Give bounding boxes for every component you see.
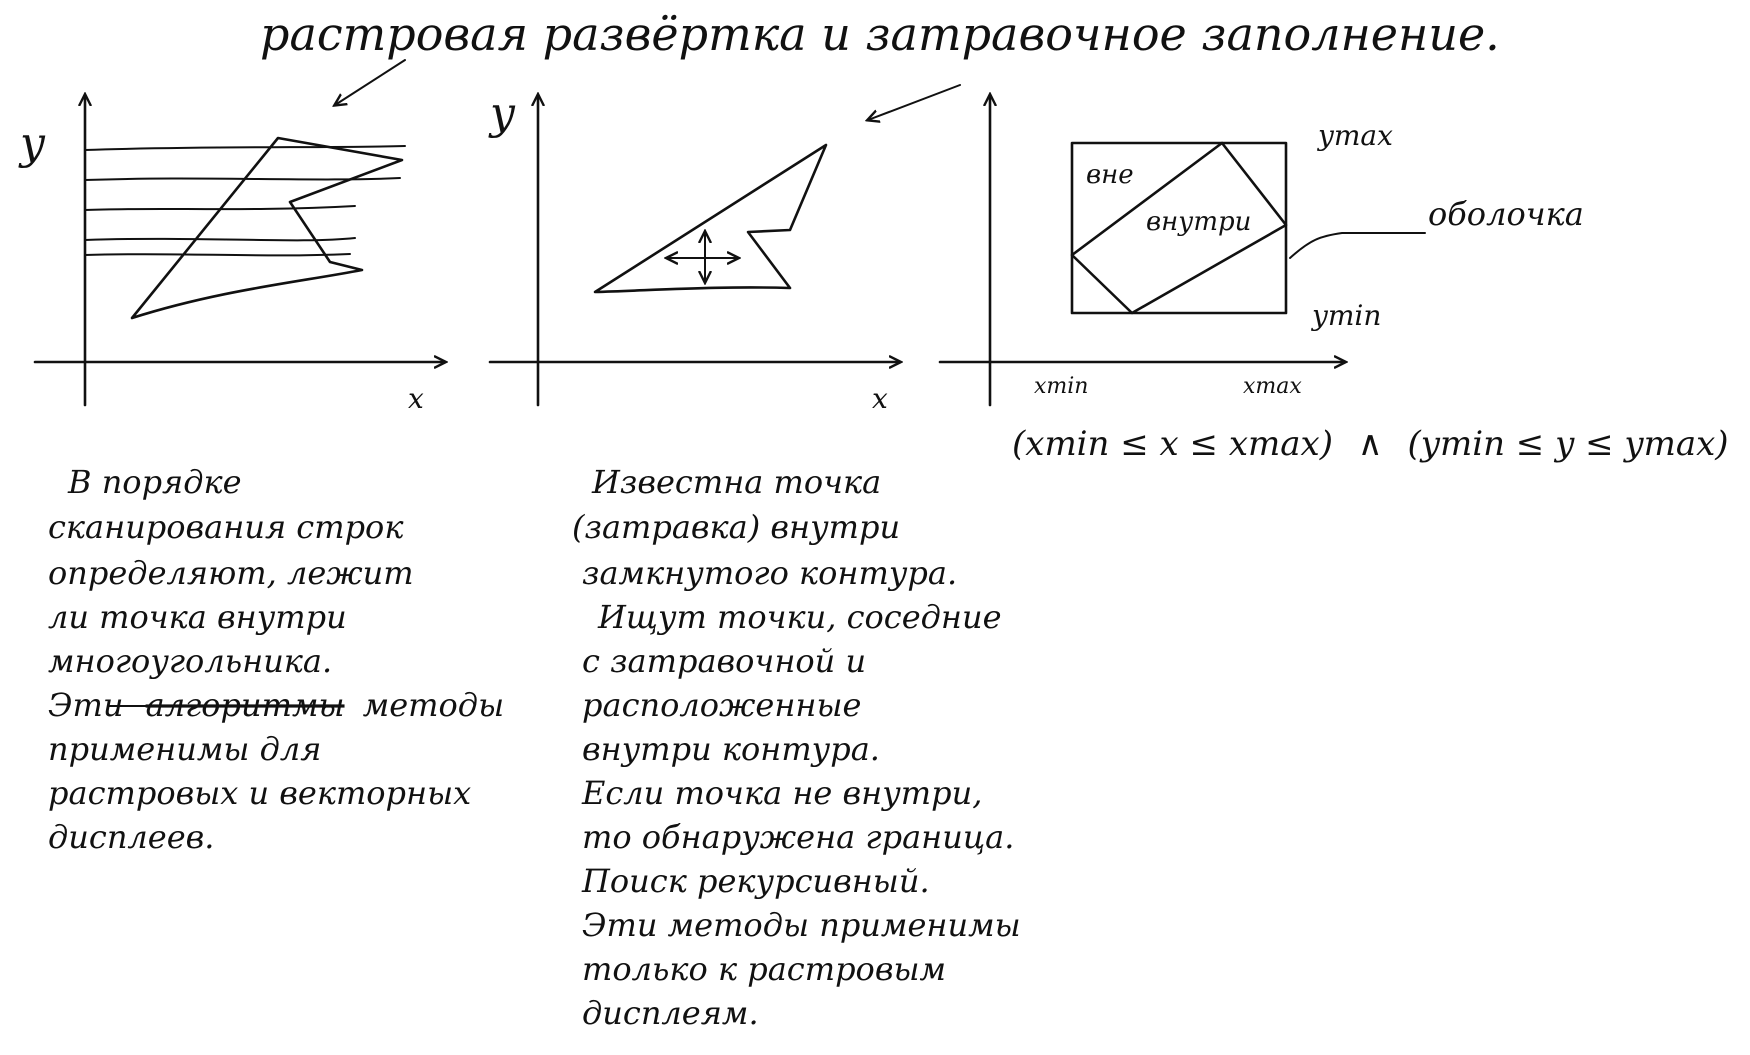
panel-bounding-box — [940, 95, 1729, 464]
panel2-x-label: x — [872, 382, 888, 415]
panel2-y-label: y — [490, 88, 515, 139]
note-mid-line-6: расположенные — [582, 686, 862, 724]
note-left-line-5: многоугольника. — [48, 642, 333, 680]
panel-scanline — [18, 95, 445, 415]
page-title: растровая развёртка и затравочное заполнение. — [260, 7, 1500, 61]
label-ymin: ymin — [1312, 299, 1382, 332]
note-left-line-7: применимы для — [48, 730, 322, 768]
panel1-polygon — [132, 138, 402, 318]
label-xmax: xmax — [1243, 374, 1302, 399]
note-mid-line-4: Ищут точки, соседние — [598, 598, 1002, 636]
note-left-line-4: ли точка внутри — [48, 598, 347, 636]
note-left-line-9: дисплеев. — [48, 818, 215, 856]
panel-seed-fill — [488, 88, 900, 415]
label-xmin: xmin — [1034, 374, 1089, 399]
envelope-pointer-line — [1290, 233, 1425, 258]
bbox-formula — [1012, 424, 1729, 464]
note-left-methods: методы — [362, 686, 505, 724]
note-mid-line-7: внутри контура. — [582, 730, 880, 768]
panel1-y-label: y — [20, 118, 45, 169]
note-left-eti: Эти — [48, 686, 124, 724]
note-mid-line-5: с затравочной и — [582, 642, 867, 680]
formula-and: ∧ — [1357, 424, 1383, 464]
note-left-line-3: определяют, лежит — [48, 554, 414, 592]
note-mid-line-3: замкнутого контура. — [582, 554, 958, 592]
note-left-crossed-word: алгоритмы — [145, 686, 345, 724]
title-pointer-arrow-1 — [335, 60, 405, 105]
panel1-scan-lines — [85, 146, 405, 255]
title-pointer-arrow-2 — [868, 85, 960, 120]
note-mid-line-11: Эти методы применимы — [582, 906, 1021, 944]
note-mid-line-2: (затравка) внутри — [572, 508, 901, 546]
label-outside: вне — [1086, 160, 1134, 190]
note-mid-line-13: дисплеям. — [582, 994, 759, 1032]
note-mid-line-8: Если точка не внутри, — [582, 774, 983, 812]
label-ymax: ymax — [1318, 119, 1393, 152]
note-scanline-text — [48, 463, 504, 856]
note-left-line-1: В порядке — [68, 463, 242, 501]
label-envelope: оболочка — [1428, 195, 1584, 233]
note-mid-line-1: Известна точка — [592, 463, 882, 501]
label-inside: внутри — [1146, 207, 1252, 237]
formula-part-y: (ymin ≤ y ≤ ymax) — [1407, 424, 1729, 464]
formula-part-x: (xmin ≤ x ≤ xmax) — [1012, 424, 1333, 464]
panel1-x-label: x — [408, 382, 424, 415]
note-mid-line-9: то обнаружена граница. — [582, 818, 1015, 856]
panel2-polygon — [595, 145, 826, 292]
note-seed-fill-text — [572, 463, 1021, 1032]
note-left-line-8: растровых и векторных — [48, 774, 472, 812]
note-mid-line-10: Поиск рекурсивный. — [582, 862, 930, 900]
note-mid-line-12: только к растровым — [582, 950, 947, 988]
note-left-line-2: сканирования строк — [48, 508, 404, 546]
